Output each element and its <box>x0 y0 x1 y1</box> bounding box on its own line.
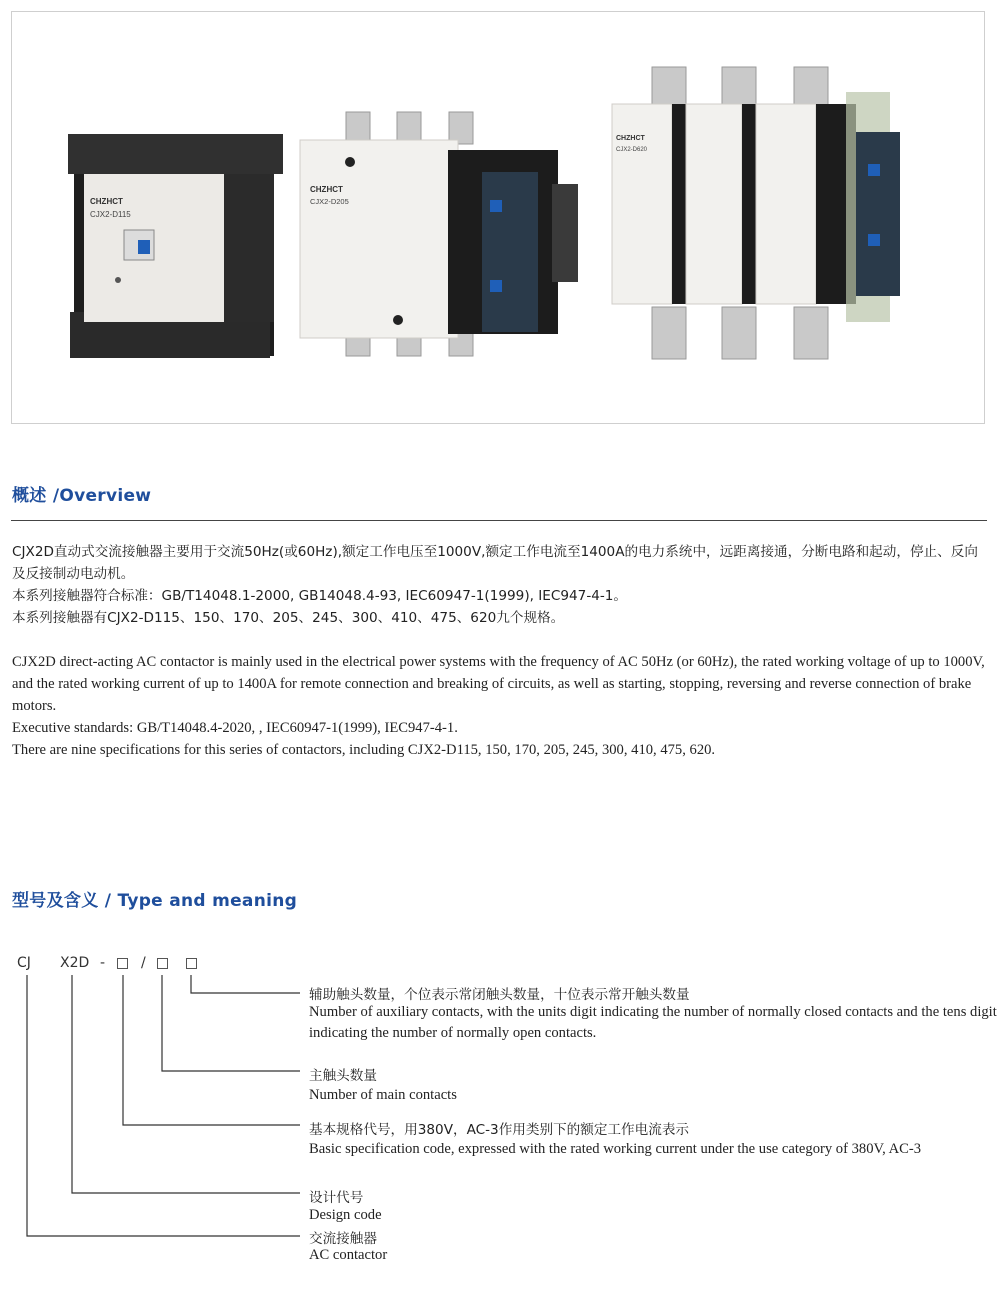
desc-spec-cn: 基本规格代号，用380V，AC-3作用类别下的额定工作电流表示 <box>309 1122 690 1138</box>
code-part-cj: CJ <box>17 955 31 971</box>
overview-cn-line-2: 本系列接触器符合标准：GB/T14048.1-2000, GB14048.4-93, IEC60947-1(1999), IEC947-4-1。 <box>12 588 628 604</box>
type-meaning-title: 型号及含义 / Type and meaning <box>12 891 298 911</box>
desc-design-cn: 设计代号 <box>309 1190 364 1206</box>
overview-en-line-3: There are nine specifications for this series of contactors, including CJX2-D115, 150, 170, 205, 245, 300, 410, 475, 620. <box>12 742 716 758</box>
model-label-3: CJX2-D620 <box>616 147 648 153</box>
desc-main-en: Number of main contacts <box>309 1087 457 1103</box>
brand-label-3: CHZHCT <box>616 135 645 142</box>
desc-main-cn: 主触头数量 <box>309 1068 377 1084</box>
brand-label-2: CHZHCT <box>310 185 343 194</box>
line-spec <box>123 975 300 1125</box>
overview-title: 概述 /Overview <box>12 486 152 506</box>
overview-cn-line-3: 本系列接触器有CJX2-D115、150、170、205、245、300、410、475、620九个规格。 <box>12 610 565 626</box>
brand-label-1: CHZHCT <box>90 197 123 206</box>
desc-aux-en: Number of auxiliary contacts, with the units digit indicating the number of normally closed contacts and the tens digit indicating the number of normally open contacts. <box>309 1004 997 1041</box>
desc-ac-en: AC contactor <box>309 1247 388 1263</box>
overview-en-line-1: CJX2D direct-acting AC contactor is mainly used in the electrical power systems with the frequency of AC 50Hz (or 60Hz), the rated working voltage of up to 1000V, and the rated working current of up to 1400A for remote connection and breaking of circuits, as well as starting, stopping, reversing and reverse connection of brake motors. <box>12 654 985 714</box>
overview-en-line-2: Executive standards: GB/T14048.4-2020, , IEC60947-1(1999), IEC947-4-1. <box>12 720 458 736</box>
desc-spec-en: Basic specification code, expressed with the rated working current under the use category of 380V, AC-3 <box>309 1141 922 1157</box>
desc-design-en: Design code <box>309 1207 382 1223</box>
line-main <box>162 975 300 1071</box>
desc-aux-cn: 辅助触头数量，个位表示常闭触头数量，十位表示常开触头数量 <box>309 987 690 1003</box>
desc-ac-cn: 交流接触器 <box>309 1231 377 1247</box>
line-ac <box>27 975 300 1236</box>
line-aux <box>191 975 300 993</box>
code-part-x2d: X2D <box>60 955 90 971</box>
code-dash: - <box>100 955 106 971</box>
line-design <box>72 975 300 1193</box>
model-label-2: CJX2-D205 <box>310 197 349 206</box>
model-label-1: CJX2-D115 <box>90 210 131 219</box>
overview-cn-line-1: CJX2D直动式交流接触器主要用于交流50Hz(或60Hz),额定工作电压至1000V,额定工作电流至1400A的电力系统中，远距离接通，分断电路和起动，停止、反向及反接制动电动机。 <box>12 544 978 582</box>
code-slash: / <box>141 955 146 971</box>
